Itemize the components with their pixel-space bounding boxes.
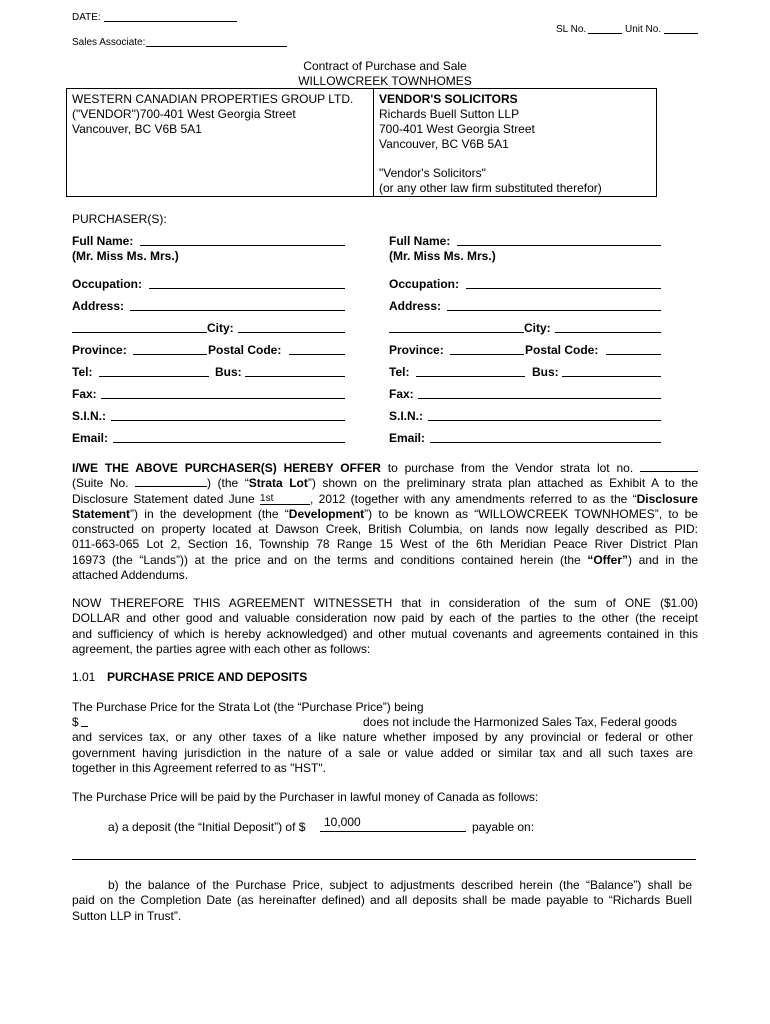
purchaser-2-occupation-field[interactable] (466, 288, 661, 289)
deposit-value: 10,000 (324, 815, 361, 829)
vendor-address-1: ("VENDOR")700-401 West Georgia Street (72, 107, 296, 121)
purchaser-2-province-field[interactable] (450, 354, 524, 355)
occupation-label: Occupation: (389, 277, 460, 291)
development-term: Development (288, 506, 365, 521)
contract-title: Contract of Purchase and Sale (303, 59, 467, 73)
address-label: Address: (389, 299, 442, 313)
email-label: Email: (72, 431, 109, 445)
purchaser-1-occupation-field[interactable] (149, 288, 345, 289)
dollar-sign: $ (72, 715, 79, 729)
offer-text: ”) to be known as “WILLOWCREEK TOWNHOMES”, to be (364, 506, 698, 521)
purchaser-2-fax-field[interactable] (418, 398, 661, 399)
purchaser-2-email-field[interactable] (430, 442, 661, 443)
offer-term: “Offer” (587, 552, 629, 567)
solicitors-note: (or any other law firm substituted therefor) (379, 181, 602, 195)
purchaser-1-name-field[interactable] (140, 245, 345, 246)
section-heading: PURCHASE PRICE AND DEPOSITS (107, 670, 308, 684)
unit-no-field[interactable] (664, 33, 698, 34)
sales-associate-field[interactable] (146, 46, 287, 47)
offer-text: (Suite No. (72, 476, 129, 491)
price-text: together in this Agreement referred to as "HST". (72, 760, 326, 775)
tel-label: Tel: (72, 365, 93, 379)
purchaser-2-bus-field[interactable] (562, 376, 661, 377)
balance-text: paid on the Completion Date (as hereinafter defined) and all deposits shall be made payable to “Richards Buell (72, 893, 692, 908)
unit-no-label: Unit No. (625, 24, 662, 35)
offer-text: Disclosure Statement dated June (72, 491, 255, 506)
purchaser-1-sin-field[interactable] (111, 420, 345, 421)
date-field[interactable] (104, 21, 237, 22)
city-label: City: (207, 321, 234, 335)
witnesseth-text: NOW THEREFORE THIS AGREEMENT WITNESSETH that in consideration of the sum of ONE ($1.00) (72, 596, 698, 610)
deposit-text: a) a deposit (the “Initial Deposit”) of $ (108, 820, 306, 834)
purchaser-2-name-field[interactable] (457, 245, 661, 246)
fax-label: Fax: (389, 387, 414, 401)
purchaser-2-city-field[interactable] (555, 332, 661, 333)
purchaser-1-bus-field[interactable] (245, 376, 345, 377)
purchaser-2-address-field[interactable] (447, 310, 661, 311)
bus-label: Bus: (215, 365, 242, 379)
balance-paragraph (72, 878, 692, 924)
purchasers-label: PURCHASER(S): (72, 212, 167, 226)
purchaser-2-address2-field[interactable] (389, 332, 524, 333)
postal-code-label: Postal Code: (208, 343, 282, 357)
titles-label: (Mr. Miss Ms. Mrs.) (389, 249, 496, 263)
purchaser-2-sin-field[interactable] (428, 420, 661, 421)
witnesseth-text: agreement, the parties agree with each other as follows: (72, 641, 371, 656)
offer-text: attached Addendums. (72, 568, 189, 583)
price-paragraph (72, 715, 693, 776)
purchaser-1-address-field[interactable] (130, 310, 345, 311)
disclosure-day-field[interactable]: 1st (260, 493, 310, 505)
offer-paragraph (72, 461, 698, 583)
postal-code-label: Postal Code: (525, 343, 599, 357)
sl-no-field[interactable] (588, 33, 622, 34)
witnesseth-text: DOLLAR and other good and valuable consideration now paid by each of the parties to the other (the receipt (72, 611, 698, 626)
offer-text: ) (the “ (207, 476, 249, 491)
purchaser-1-tel-field[interactable] (99, 376, 209, 377)
strata-lot-no-field[interactable] (640, 461, 698, 472)
bus-label: Bus: (532, 365, 559, 379)
disclosure-term: Disclosure (636, 491, 698, 506)
witnesseth-text: and sufficiency of which is hereby acknowledged) and other mutual covenants and agreements contained in this (72, 626, 698, 641)
full-name-label: Full Name: (389, 234, 451, 248)
solicitors-heading: VENDOR'S SOLICITORS (379, 92, 518, 106)
offer-text: ”) in the development (the “ (130, 506, 289, 521)
city-label: City: (524, 321, 551, 335)
titles-label: (Mr. Miss Ms. Mrs.) (72, 249, 179, 263)
statement-term: Statement (72, 506, 131, 521)
balance-text: b) the balance of the Purchase Price, subject to adjustments described herein (the “Balance”) shall be (108, 878, 692, 892)
occupation-label: Occupation: (72, 277, 143, 291)
date-label: DATE: (72, 12, 101, 23)
offer-text: ) and in the (628, 552, 698, 567)
project-title: WILLOWCREEK TOWNHOMES (298, 74, 472, 88)
solicitors-alias: "Vendor's Solicitors" (379, 166, 486, 180)
price-text: The Purchase Price for the Strata Lot (the “Purchase Price”) being (72, 700, 424, 714)
strata-lot-term: Strata Lot (248, 476, 308, 491)
purchaser-1-postal-field[interactable] (289, 354, 345, 355)
sin-label: S.I.N.: (72, 409, 107, 423)
offer-text: ”) shown on the preliminary strata plan attached as Exhibit A to the (307, 476, 699, 491)
sl-no-label: SL No. (556, 24, 587, 35)
payable-on-label: payable on: (472, 820, 535, 834)
vendor-name: WESTERN CANADIAN PROPERTIES GROUP LTD. (72, 92, 354, 106)
sales-associate-label: Sales Associate: (72, 37, 146, 48)
section-number: 1.01 (72, 670, 96, 684)
purchaser-2-tel-field[interactable] (416, 376, 525, 377)
solicitors-address-1: 700-401 West Georgia Street (379, 122, 535, 136)
purchaser-1-province-field[interactable] (133, 354, 207, 355)
witnesseth-paragraph (72, 596, 698, 657)
tel-label: Tel: (389, 365, 410, 379)
price-text: does not include the Harmonized Sales Tax, Federal goods (363, 715, 677, 729)
purchaser-1-email-field[interactable] (113, 442, 345, 443)
fax-label: Fax: (72, 387, 97, 401)
offer-text: 011-663-065 Lot 2, Section 16, Township 78 Range 15 West of the 6th Meridian Peace River District Plan (72, 537, 698, 552)
province-label: Province: (389, 343, 444, 357)
purchaser-1-fax-field[interactable] (101, 398, 345, 399)
purchaser-2-postal-field[interactable] (606, 354, 661, 355)
price-text: government having jurisdiction in the nature of a sale or value added or similar tax and all such taxes are (72, 745, 693, 760)
offer-text: , 2012 (together with any amendments referred to as the “ (310, 491, 637, 506)
offer-text: constructed on property located at Dawson Creek, British Columbia, on lands now legally described as PID: (72, 522, 698, 537)
offer-text: 16973 (the “Lands”)) at the price and on the terms and conditions contained herein (the (72, 552, 581, 567)
price-text: and services tax, or any other taxes of a like nature whether imposed by any provincial or federal or other (72, 730, 693, 745)
payable-on-field[interactable] (72, 859, 696, 860)
solicitors-address-2: Vancouver, BC V6B 5A1 (379, 137, 509, 151)
address-label: Address: (72, 299, 125, 313)
purchaser-1-city-field[interactable] (238, 332, 345, 333)
sin-label: S.I.N.: (389, 409, 424, 423)
email-label: Email: (389, 431, 426, 445)
offer-lead: I/WE THE ABOVE PURCHASER(S) HEREBY OFFER (72, 461, 381, 475)
full-name-label: Full Name: (72, 234, 134, 248)
box-divider (373, 89, 374, 196)
solicitors-firm: Richards Buell Sutton LLP (379, 107, 520, 121)
purchaser-1-address2-field[interactable] (72, 332, 207, 333)
deposit-field[interactable] (320, 831, 466, 832)
province-label: Province: (72, 343, 127, 357)
balance-text: Sutton LLP in Trust”. (72, 908, 182, 923)
offer-text: to purchase from the Vendor strata lot no. (387, 461, 634, 475)
vendor-address-2: Vancouver, BC V6B 5A1 (72, 122, 202, 136)
payment-intro: The Purchase Price will be paid by the Purchaser in lawful money of Canada as follows: (72, 790, 539, 804)
suite-no-field[interactable] (135, 476, 207, 487)
